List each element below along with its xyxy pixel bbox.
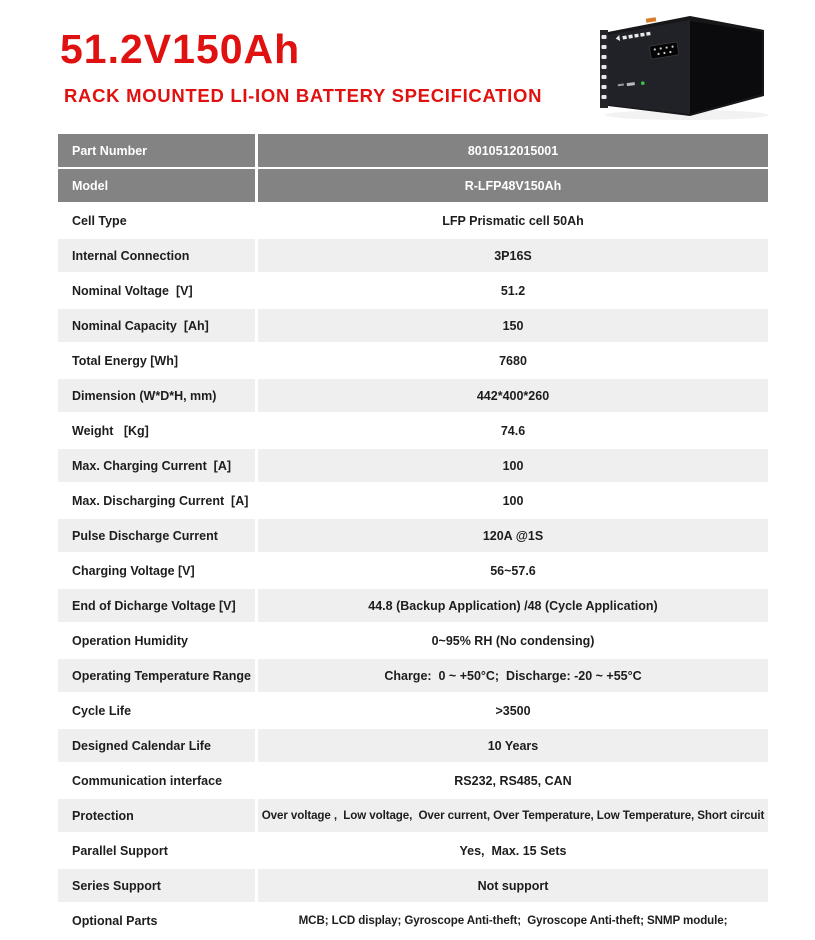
spec-row	[58, 274, 768, 307]
spec-label: Communication interface	[58, 764, 255, 797]
spec-row	[58, 659, 768, 692]
spec-row	[58, 554, 768, 587]
spec-value: 10 Years	[258, 729, 768, 762]
orange-label-sticker	[646, 17, 657, 23]
spec-row	[58, 869, 768, 902]
spec-row	[58, 799, 768, 832]
page-subtitle: RACK MOUNTED LI-ION BATTERY SPECIFICATION	[64, 85, 543, 106]
spec-value: 56~57.6	[258, 554, 768, 587]
spec-value: 100	[258, 449, 768, 482]
spec-value: Yes, Max. 15 Sets	[258, 834, 768, 867]
spec-label: Operating Temperature Range	[58, 659, 255, 692]
page-title: 51.2V150Ah	[60, 26, 301, 72]
spec-label: Cycle Life	[58, 694, 255, 727]
spec-label: Optional Parts	[58, 904, 255, 937]
spec-value: 8010512015001	[258, 134, 768, 167]
spec-row	[58, 764, 768, 797]
spec-value: Over voltage , Low voltage, Over current, Over Temperature, Low Temperature, Short circuit	[258, 799, 768, 832]
spec-row	[58, 834, 768, 867]
spec-label: End of Dicharge Voltage [V]	[58, 589, 255, 622]
spec-row	[58, 519, 768, 552]
spec-value: Not support	[258, 869, 768, 902]
spec-value: 120A @1S	[258, 519, 768, 552]
spec-label: Pulse Discharge Current	[58, 519, 255, 552]
spec-row	[58, 589, 768, 622]
spec-label: Max. Charging Current [A]	[58, 449, 255, 482]
spec-row	[58, 134, 768, 167]
spec-label: Nominal Capacity [Ah]	[58, 309, 255, 342]
spec-value: RS232, RS485, CAN	[258, 764, 768, 797]
spec-label: Model	[58, 169, 255, 202]
spec-value: 150	[258, 309, 768, 342]
spec-row	[58, 624, 768, 657]
battery-product-image	[592, 4, 792, 124]
spec-value: >3500	[258, 694, 768, 727]
spec-table	[58, 134, 768, 939]
spec-row	[58, 729, 768, 762]
spec-value: 100	[258, 484, 768, 517]
spec-value: 51.2	[258, 274, 768, 307]
spec-value: 0~95% RH (No condensing)	[258, 624, 768, 657]
spec-row	[58, 484, 768, 517]
spec-table-body	[58, 134, 768, 937]
spec-label: Series Support	[58, 869, 255, 902]
spec-label: Operation Humidity	[58, 624, 255, 657]
spec-label: Weight [Kg]	[58, 414, 255, 447]
spec-value: R-LFP48V150Ah	[258, 169, 768, 202]
spec-value: 74.6	[258, 414, 768, 447]
spec-value: 442*400*260	[258, 379, 768, 412]
spec-label: Nominal Voltage [V]	[58, 274, 255, 307]
spec-value: Charge: 0 ~ +50°C; Discharge: -20 ~ +55°C	[258, 659, 768, 692]
spec-value: MCB; LCD display; Gyroscope Anti-theft; Gyroscope Anti-theft; SNMP module;	[258, 904, 768, 937]
spec-label: Charging Voltage [V]	[58, 554, 255, 587]
spec-row	[58, 309, 768, 342]
spec-label: Max. Discharging Current [A]	[58, 484, 255, 517]
spec-row	[58, 204, 768, 237]
spec-label: Total Energy [Wh]	[58, 344, 255, 377]
spec-label: Dimension (W*D*H, mm)	[58, 379, 255, 412]
spec-row	[58, 904, 768, 937]
spec-label: Protection	[58, 799, 255, 832]
spec-value: 7680	[258, 344, 768, 377]
spec-row	[58, 414, 768, 447]
spec-row	[58, 344, 768, 377]
spec-label: Designed Calendar Life	[58, 729, 255, 762]
spec-label: Part Number	[58, 134, 255, 167]
spec-row	[58, 169, 768, 202]
spec-value: LFP Prismatic cell 50Ah	[258, 204, 768, 237]
spec-row	[58, 694, 768, 727]
spec-label: Cell Type	[58, 204, 255, 237]
spec-value: 44.8 (Backup Application) /48 (Cycle Application)	[258, 589, 768, 622]
spec-label: Parallel Support	[58, 834, 255, 867]
spec-label: Internal Connection	[58, 239, 255, 272]
battery-side-face	[690, 21, 762, 114]
spec-row	[58, 239, 768, 272]
spec-value: 3P16S	[258, 239, 768, 272]
spec-row	[58, 449, 768, 482]
spec-row	[58, 379, 768, 412]
